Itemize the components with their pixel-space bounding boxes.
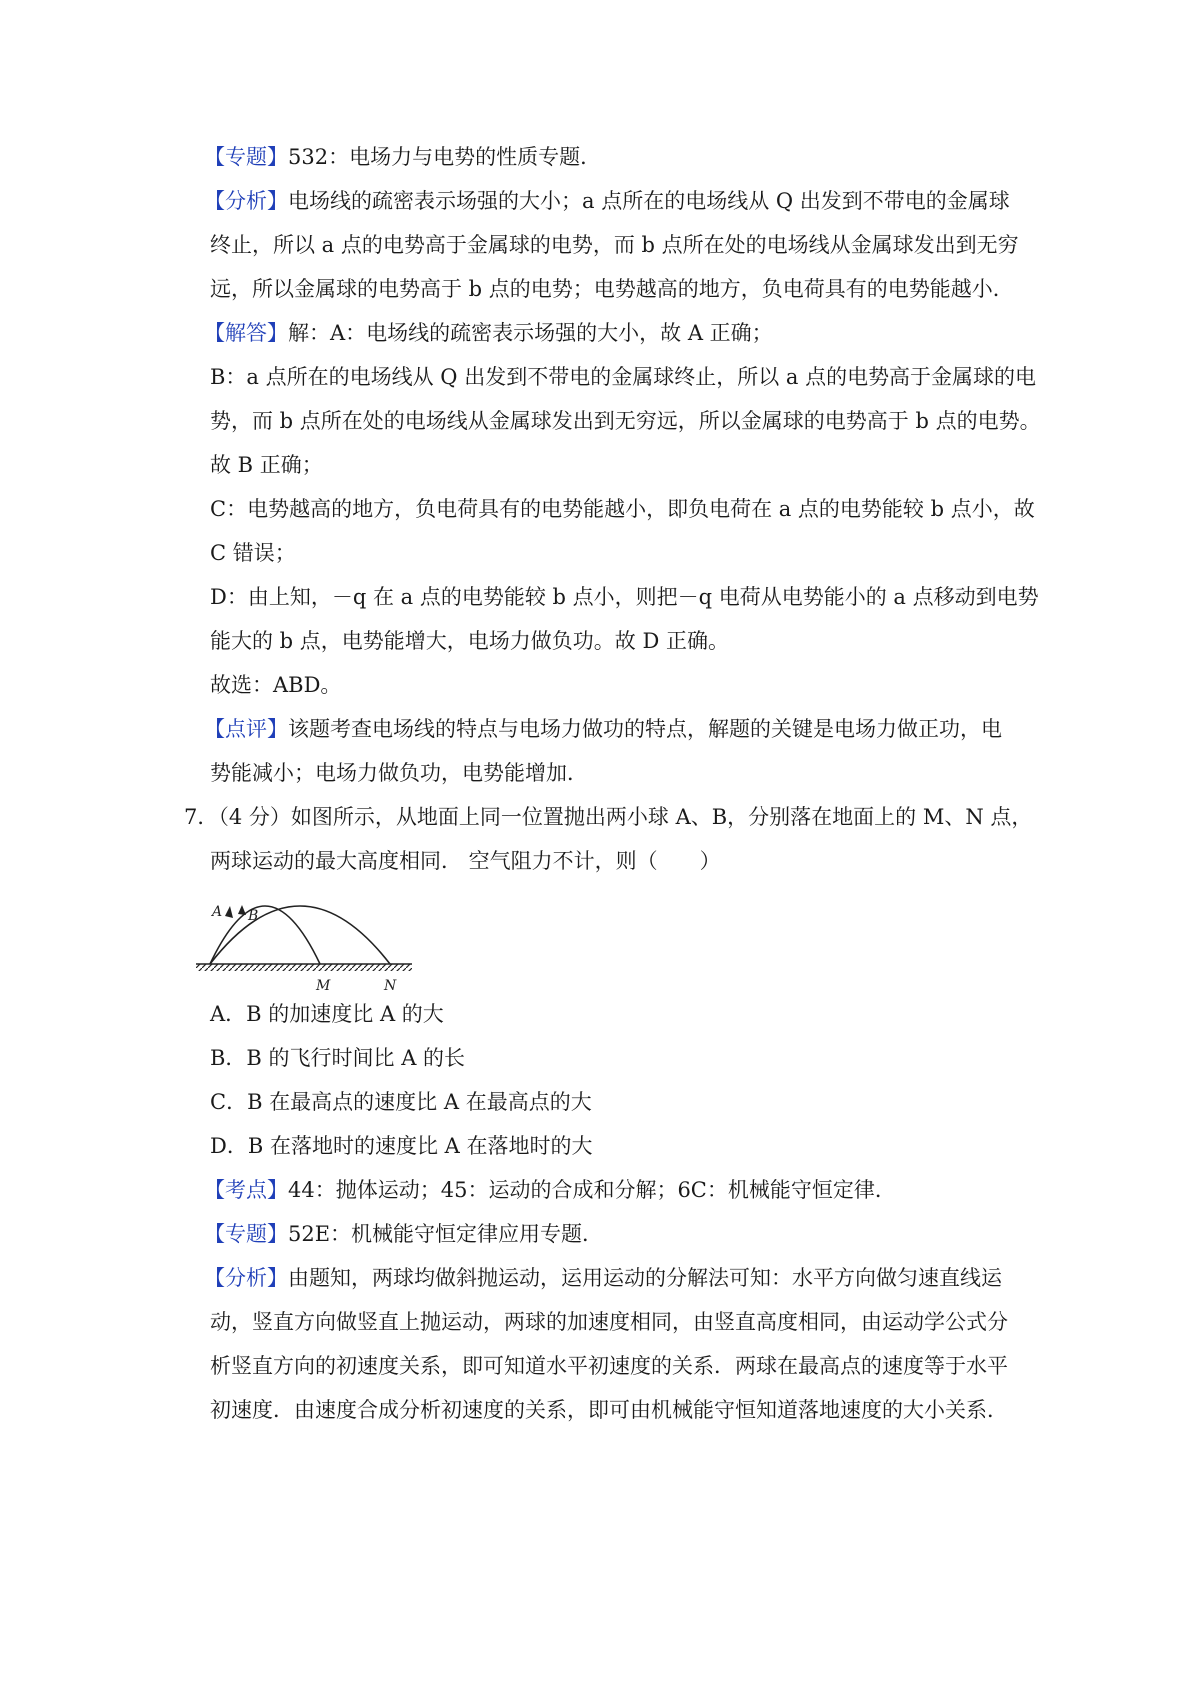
jieda-line-4: 故 B 正确； <box>210 453 323 477</box>
label-n: N <box>384 978 397 994</box>
zhuanti-line-2 <box>204 1224 603 1245</box>
zhuanti-text: 532：电场力与电势的性质专题． <box>288 145 602 169</box>
jieda-tag: 【解答】 <box>204 321 288 345</box>
dianping-line-1 <box>204 719 1002 740</box>
jieda-line-3: 势，而 b 点所在处的电场线从金属球发出到无穷远，所以金属球的电势高于 b 点的电势。 <box>210 409 1041 433</box>
jieda-text: 解：A：电场线的疏密表示场强的大小，故 A 正确； <box>288 321 773 345</box>
option-d: D．B 在落地时的速度比 A 在落地时的大 <box>210 1134 593 1158</box>
fenxi-text: 电场线的疏密表示场强的大小；a 点所在的电场线从 Q 出发到不带电的金属球 <box>288 189 1010 213</box>
arrow-a <box>225 906 233 918</box>
jieda-line-2: B：a 点所在的电场线从 Q 出发到不带电的金属球终止，所以 a 点的电势高于金属球的电 <box>210 365 1037 389</box>
option-a: A．B 的加速度比 A 的大 <box>210 1002 444 1026</box>
dianping-tag: 【点评】 <box>204 717 288 741</box>
projectile-figure <box>190 878 420 996</box>
option-b: B．B 的飞行时间比 A 的长 <box>210 1046 466 1070</box>
zhuanti-tag-2: 【专题】 <box>204 1222 288 1246</box>
fenxi-tag: 【分析】 <box>204 189 288 213</box>
kaodian-tag: 【考点】 <box>204 1178 288 1202</box>
jieda-line-6: C 错误； <box>210 541 296 565</box>
ground-hatch <box>196 964 412 971</box>
fenxi-line-2: 终止，所以 a 点的电势高于金属球的电势，而 b 点所在处的电场线从金属球发出到无穷 <box>210 233 1019 257</box>
zhuanti-text-2: 52E：机械能守恒定律应用专题． <box>288 1222 604 1246</box>
fenxi-line-1 <box>204 191 1010 212</box>
jieda-line-1 <box>204 323 773 344</box>
jieda-line-7: D：由上知，－q 在 a 点的电势能较 b 点小，则把－q 电荷从电势能小的 a 点移动到电势 <box>210 585 1039 609</box>
arrow-b <box>238 905 246 915</box>
kaodian-line <box>204 1180 896 1201</box>
kaodian-text: 44：抛体运动；45：运动的合成和分解；6C：机械能守恒定律． <box>288 1178 896 1202</box>
fenxi2-tag: 【分析】 <box>204 1266 288 1290</box>
jieda-line-9: 故选：ABD。 <box>210 673 342 697</box>
jieda-line-8: 能大的 b 点，电势能增大，电场力做负功。故 D 正确。 <box>210 629 729 653</box>
fenxi2-line-3: 析竖直方向的初速度关系，即可知道水平初速度的关系．两球在最高点的速度等于水平 <box>210 1354 1008 1378</box>
jieda-line-5: C：电势越高的地方，负电荷具有的电势能越小，即负电荷在 a 点的电势能较 b 点小，故 <box>210 497 1035 521</box>
label-m: M <box>316 978 331 994</box>
question-7-stem-line-1: 7．（4 分）如图所示，从地面上同一位置抛出两小球 A、B，分别落在地面上的 M、N 点， <box>184 805 1033 829</box>
trajectory-b <box>210 906 390 964</box>
zhuanti-line-1 <box>204 147 601 168</box>
fenxi-line-3: 远，所以金属球的电势高于 b 点的电势；电势越高的地方，负电荷具有的电势能越小． <box>210 277 1014 301</box>
option-c: C．B 在最高点的速度比 A 在最高点的大 <box>210 1090 592 1114</box>
fenxi2-line-4: 初速度．由速度合成分析初速度的关系，即可由机械能守恒知道落地速度的大小关系． <box>210 1398 1008 1422</box>
fenxi2-line-1 <box>204 1268 1002 1289</box>
label-b: B <box>248 908 259 924</box>
dianping-text: 该题考查电场线的特点与电场力做功的特点，解题的关键是电场力做正功，电 <box>288 717 1002 741</box>
fenxi2-text: 由题知，两球均做斜抛运动，运用运动的分解法可知：水平方向做匀速直线运 <box>288 1266 1002 1290</box>
zhuanti-tag: 【专题】 <box>204 145 288 169</box>
label-a: A <box>212 904 223 920</box>
dianping-line-2: 势能减小；电场力做负功，电势能增加． <box>210 761 588 785</box>
question-7-stem-line-2: 两球运动的最大高度相同． 空气阻力不计，则（ ） <box>210 849 721 873</box>
fenxi2-line-2: 动，竖直方向做竖直上抛运动，两球的加速度相同，由竖直高度相同，由运动学公式分 <box>210 1310 1008 1334</box>
